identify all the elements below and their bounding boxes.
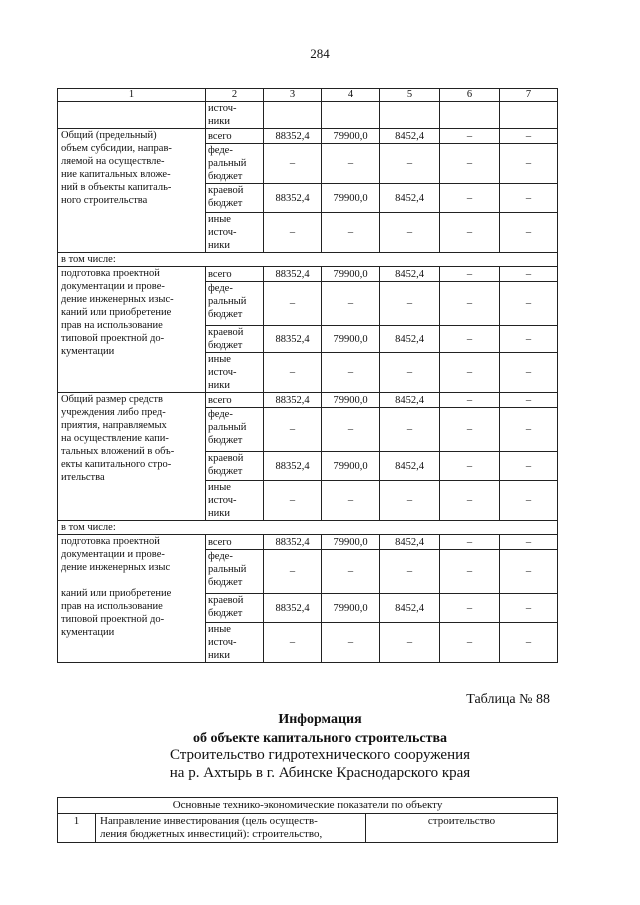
funding-source: всего	[206, 267, 264, 282]
section-label: в том числе:	[58, 253, 558, 267]
empty-cell	[380, 102, 440, 129]
dash-cell: –	[500, 623, 558, 663]
dash-cell: –	[440, 535, 500, 550]
amount-cell: 88352,4	[264, 184, 322, 213]
amount-cell: 8452,4	[380, 535, 440, 550]
dash-cell: –	[500, 594, 558, 623]
table-row	[58, 393, 558, 408]
amount-cell: –	[264, 144, 322, 184]
dash-cell: –	[440, 353, 500, 393]
dash-cell: –	[500, 326, 558, 353]
amount-cell: –	[264, 353, 322, 393]
specs-table	[57, 797, 558, 843]
amount-cell: 8452,4	[380, 184, 440, 213]
column-number: 2	[206, 89, 264, 102]
empty-cell	[322, 102, 380, 129]
section-row	[58, 253, 558, 267]
amount-cell: –	[264, 623, 322, 663]
object-name-line-2: на р. Ахтырь в г. Абинске Краснодарского края	[169, 765, 471, 781]
funding-source: иные источ- ники	[206, 213, 264, 253]
column-number: 4	[322, 89, 380, 102]
specs-row-number: 1	[58, 814, 96, 843]
dash-cell: –	[440, 481, 500, 521]
dash-cell: –	[500, 452, 558, 481]
empty-cell	[500, 102, 558, 129]
specs-row-label: Направление инвестирования (цель осуществ- ления бюджетных инвестиций): строительство,	[96, 814, 366, 843]
amount-cell: –	[380, 408, 440, 452]
dash-cell: –	[500, 144, 558, 184]
amount-cell: –	[380, 144, 440, 184]
amount-cell: –	[322, 353, 380, 393]
dash-cell: –	[440, 144, 500, 184]
dash-cell: –	[440, 282, 500, 326]
amount-cell: 79900,0	[322, 452, 380, 481]
amount-cell: 8452,4	[380, 326, 440, 353]
indicator-description: подготовка проектной документации и прове- дение инженерных изыс каний или приобретение прав на использование типовой проектной до- кументации	[58, 535, 206, 663]
funding-source: иные источ- ники	[206, 623, 264, 663]
dash-cell: –	[440, 550, 500, 594]
heading-title: Информация	[278, 712, 362, 727]
dash-cell: –	[440, 184, 500, 213]
column-number: 6	[440, 89, 500, 102]
amount-cell: 79900,0	[322, 326, 380, 353]
amount-cell: –	[380, 353, 440, 393]
amount-cell: –	[322, 144, 380, 184]
amount-cell: 8452,4	[380, 267, 440, 282]
dash-cell: –	[500, 408, 558, 452]
amount-cell: 88352,4	[264, 393, 322, 408]
amount-cell: 79900,0	[322, 594, 380, 623]
empty-cell	[58, 102, 206, 129]
column-number: 7	[500, 89, 558, 102]
funding-source: всего	[206, 535, 264, 550]
amount-cell: 8452,4	[380, 594, 440, 623]
dash-cell: –	[500, 353, 558, 393]
funding-source: краевой бюджет	[206, 326, 264, 353]
table-row	[58, 129, 558, 144]
dash-cell: –	[500, 129, 558, 144]
amount-cell: 88352,4	[264, 129, 322, 144]
funding-source: краевой бюджет	[206, 594, 264, 623]
indicator-description: Общий (предельный) объем субсидии, направ- ляемой на осуществле- ние капитальных вложе- ний в объекты капиталь- ного строительства	[58, 129, 206, 253]
continued-row	[58, 102, 558, 129]
dash-cell: –	[500, 535, 558, 550]
funding-source: феде- ральный бюджет	[206, 144, 264, 184]
amount-cell: –	[264, 550, 322, 594]
table-caption: Таблица № 88	[466, 692, 550, 707]
financing-table	[57, 88, 558, 663]
amount-cell: –	[264, 282, 322, 326]
section-label: в том числе:	[58, 521, 558, 535]
amount-cell: –	[322, 623, 380, 663]
dash-cell: –	[500, 267, 558, 282]
amount-cell: 88352,4	[264, 452, 322, 481]
amount-cell: 88352,4	[264, 535, 322, 550]
dash-cell: –	[500, 393, 558, 408]
funding-source: иные источ- ники	[206, 353, 264, 393]
amount-cell: –	[322, 282, 380, 326]
dash-cell: –	[500, 213, 558, 253]
dash-cell: –	[440, 408, 500, 452]
amount-cell: –	[322, 481, 380, 521]
amount-cell: –	[264, 481, 322, 521]
funding-source: краевой бюджет	[206, 452, 264, 481]
column-number: 1	[58, 89, 206, 102]
specs-row	[58, 814, 558, 843]
table-row	[58, 267, 558, 282]
amount-cell: –	[264, 213, 322, 253]
dash-cell: –	[500, 481, 558, 521]
amount-cell: –	[380, 550, 440, 594]
dash-cell: –	[440, 267, 500, 282]
page-number: 284	[310, 46, 330, 61]
amount-cell: –	[380, 282, 440, 326]
amount-cell: 8452,4	[380, 452, 440, 481]
amount-cell: 8452,4	[380, 393, 440, 408]
amount-cell: 88352,4	[264, 594, 322, 623]
empty-cell	[264, 102, 322, 129]
amount-cell: –	[322, 550, 380, 594]
amount-cell: –	[380, 481, 440, 521]
empty-cell	[440, 102, 500, 129]
amount-cell: 79900,0	[322, 184, 380, 213]
dash-cell: –	[440, 213, 500, 253]
funding-source: всего	[206, 393, 264, 408]
amount-cell: 79900,0	[322, 535, 380, 550]
specs-header: Основные технико-экономические показатели по объекту	[58, 798, 558, 814]
column-numbers-row	[58, 89, 558, 102]
funding-source: феде- ральный бюджет	[206, 408, 264, 452]
specs-row-value: строительство	[366, 814, 558, 843]
amount-cell: 88352,4	[264, 326, 322, 353]
funding-source: краевой бюджет	[206, 184, 264, 213]
funding-source: источ- ники	[206, 102, 264, 129]
dash-cell: –	[440, 623, 500, 663]
amount-cell: –	[380, 213, 440, 253]
column-number: 5	[380, 89, 440, 102]
indicator-description: Общий размер средств учреждения либо пред- приятия, направляемых на осуществление капи- тальных вложений в объ- екты капитального стро- ительства	[58, 393, 206, 521]
amount-cell: –	[322, 213, 380, 253]
column-number: 3	[264, 89, 322, 102]
indicator-description: подготовка проектной документации и прове- дение инженерных изыс- каний или приобретение прав на использование типовой проектной до- кументации	[58, 267, 206, 393]
heading-subtitle: об объекте капитального строительства	[192, 731, 448, 746]
amount-cell: 8452,4	[380, 129, 440, 144]
amount-cell: –	[264, 408, 322, 452]
amount-cell: 88352,4	[264, 267, 322, 282]
funding-source: всего	[206, 129, 264, 144]
dash-cell: –	[440, 393, 500, 408]
amount-cell: 79900,0	[322, 267, 380, 282]
dash-cell: –	[500, 550, 558, 594]
dash-cell: –	[440, 129, 500, 144]
dash-cell: –	[500, 282, 558, 326]
amount-cell: –	[380, 623, 440, 663]
table-row	[58, 535, 558, 550]
object-name-line-1: Строительство гидротехнического сооружения	[169, 747, 471, 763]
amount-cell: 79900,0	[322, 393, 380, 408]
dash-cell: –	[440, 326, 500, 353]
funding-source: феде- ральный бюджет	[206, 550, 264, 594]
funding-source: иные источ- ники	[206, 481, 264, 521]
section-row	[58, 521, 558, 535]
amount-cell: 79900,0	[322, 129, 380, 144]
amount-cell: –	[322, 408, 380, 452]
dash-cell: –	[500, 184, 558, 213]
dash-cell: –	[440, 452, 500, 481]
funding-source: феде- ральный бюджет	[206, 282, 264, 326]
dash-cell: –	[440, 594, 500, 623]
